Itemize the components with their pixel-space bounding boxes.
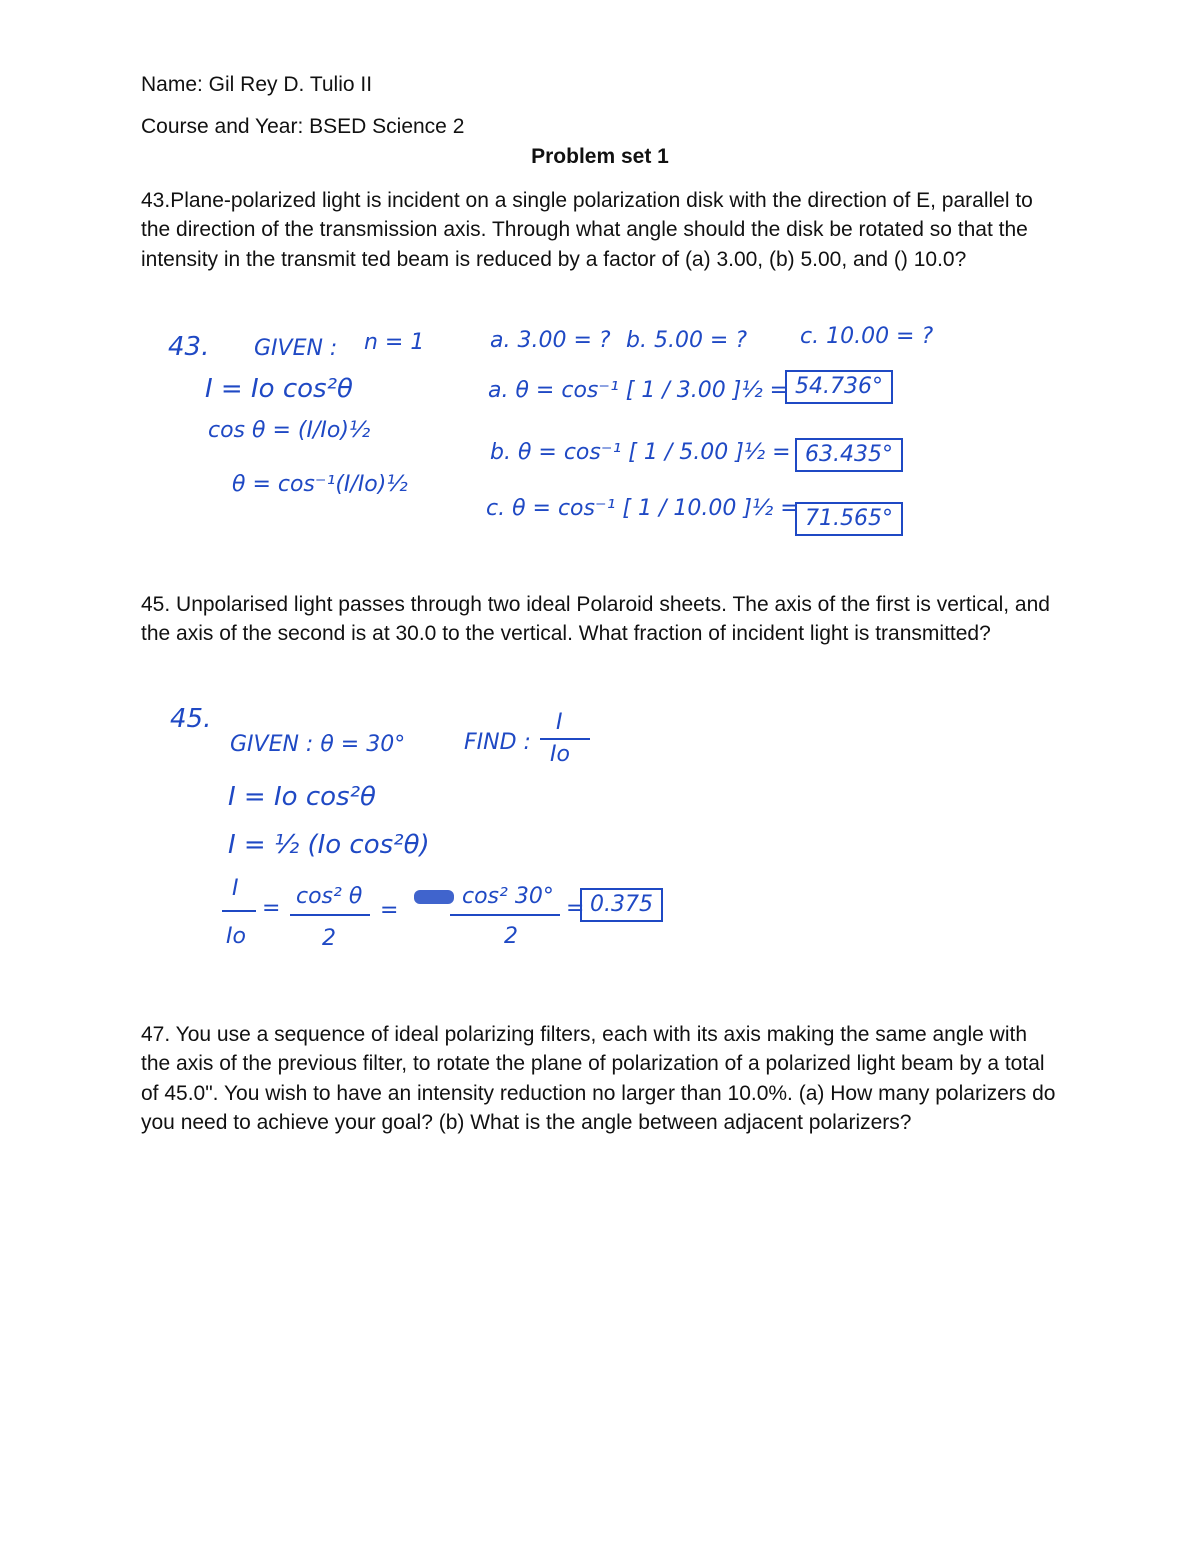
p45-equals-3: = xyxy=(566,896,585,921)
p43-label: 43. xyxy=(168,332,210,362)
p45-rhs-numerator: cos² 30° xyxy=(462,884,554,909)
problem-47-text: 47. You use a sequence of ideal polarizing filters, each with its axis making the same angle with the axis of the previous filter, to rotate the plane of polarization of a polarized light beam by a total of 45.0". You wish to have an intensity reduction no larger than 10.0%. (a) How many polarizers do you need to achieve your goal? (b) What is the angle between adjacent polarizers? xyxy=(141,1023,1056,1135)
p45-answer: 0.375 xyxy=(580,888,663,922)
p43-given-value: n = 1 xyxy=(364,330,425,355)
course-line: Course and Year: BSED Science 2 xyxy=(141,115,465,138)
p45-lhs-fraction-bar xyxy=(222,910,256,912)
p45-lhs-denominator: Io xyxy=(226,924,246,949)
p43-answer-a: 54.736° xyxy=(785,370,893,404)
p43-line-c: c. θ = cos⁻¹ [ 1 / 10.00 ]½ = xyxy=(486,496,799,521)
p43-formula-2: cos θ = (I/Io)½ xyxy=(208,418,371,443)
p45-label: 45. xyxy=(170,704,212,734)
p45-rhs-denominator: 2 xyxy=(504,924,518,949)
problem-45-text: 45. Unpolarised light passes through two ideal Polaroid sheets. The axis of the first is vertical, and the axis of the second is at 30.0 to the vertical. What fraction of incident light is transmitted? xyxy=(141,593,1050,646)
p45-equals-1: = xyxy=(262,896,281,921)
p45-find-denominator: Io xyxy=(550,742,570,767)
p45-find-fraction-bar xyxy=(540,738,590,740)
problem-43-text: 43.Plane-polarized light is incident on a single polarization disk with the direction of E, parallel to the direction of the transmission axis. Through what angle should the disk be rotated so that the intensity in the transmit ted beam is reduced by a factor of (a) 3.00, (b) 5.00, and () 10.0? xyxy=(141,189,1033,271)
p45-mid-fraction-bar xyxy=(290,914,370,916)
p43-answer-c: 71.565° xyxy=(795,502,903,536)
p45-formula-2: I = ½ (Io cos²θ) xyxy=(228,830,430,860)
p43-line-b: b. θ = cos⁻¹ [ 1 / 5.00 ]½ = xyxy=(490,440,791,465)
p45-scribble-mark xyxy=(414,890,454,904)
p45-find: FIND : xyxy=(464,730,531,755)
p45-find-numerator: I xyxy=(556,710,563,735)
p45-equals-2: = xyxy=(380,898,399,923)
p43-formula-1: I = Io cos²θ xyxy=(205,374,353,404)
p45-given: GIVEN : θ = 30° xyxy=(230,732,406,757)
p43-formula-3: θ = cos⁻¹(I/Io)½ xyxy=(232,472,408,497)
p43-given: GIVEN : xyxy=(254,336,338,361)
name-line: Name: Gil Rey D. Tulio II xyxy=(141,73,373,96)
p43-header-a: a. 3.00 = ? xyxy=(490,328,611,353)
p45-formula-1: I = Io cos²θ xyxy=(228,782,376,812)
p45-mid-denominator: 2 xyxy=(322,926,336,951)
p45-mid-numerator: cos² θ xyxy=(296,884,363,909)
p43-header-c: c. 10.00 = ? xyxy=(800,324,934,349)
p45-lhs-numerator: I xyxy=(232,876,239,901)
p43-line-a: a. θ = cos⁻¹ [ 1 / 3.00 ]½ = xyxy=(488,378,789,403)
p45-rhs-fraction-bar xyxy=(450,914,560,916)
p43-answer-b: 63.435° xyxy=(795,438,903,472)
page-title: Problem set 1 xyxy=(531,145,669,168)
p43-header-b: b. 5.00 = ? xyxy=(626,328,748,353)
